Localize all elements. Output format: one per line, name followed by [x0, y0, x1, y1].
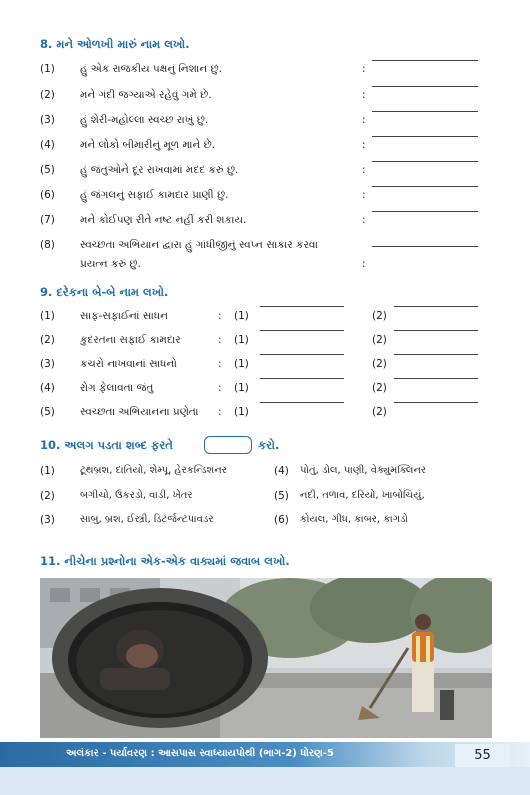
q8-5-colon: : — [362, 164, 366, 176]
q8-7-text: મને કોઈપણ રીતે નષ્ટ નહીં કરી શકાય. — [80, 214, 247, 226]
footer-book-title: અલંકાર - પર્યાવરણ : આસપાસ સ્વાધ્યાયપોથી (ભાગ-2) ધોરણ-5 — [66, 748, 334, 759]
q9-2-a-label: (1) — [234, 334, 249, 346]
section11-title: 11. નીચેના પ્રશ્નોના એક-એક વાક્યમાં જવાબ લખો. — [40, 554, 290, 568]
q8-4-answer-line[interactable] — [372, 136, 478, 137]
section8-title: 8. મને ઓળખી મારું નામ લખો. — [40, 37, 190, 51]
footer-bottom-strip — [0, 767, 530, 795]
q8-4-number: (4) — [40, 139, 55, 151]
q9-4-a-line[interactable] — [260, 378, 344, 379]
q10-3-words: સાબુ, બ્રશ, ઈસ્ત્રી, ડિટર્જન્ટપાવડર — [80, 514, 214, 525]
q9-5-colon: : — [218, 406, 222, 418]
q8-8-colon: : — [362, 258, 366, 270]
q9-2-text: કુદરતના સફાઈ કામદાર — [80, 334, 181, 346]
q9-5-text: સ્વચ્છતા અભિયાનના પ્રણેતા — [80, 406, 199, 418]
q9-3-b-label: (2) — [372, 358, 387, 370]
q9-1-b-line[interactable] — [394, 306, 478, 307]
section10-title: 10. અલગ પડતા શબ્દ ફરતે — [40, 438, 173, 452]
q9-4-number: (4) — [40, 382, 55, 394]
circle-box-icon — [204, 436, 252, 454]
q9-2-number: (2) — [40, 334, 55, 346]
q10-6-number: (6) — [274, 514, 289, 526]
q8-6-answer-line[interactable] — [372, 186, 478, 187]
q8-5-text: હું જંતુઓને દૂર રાખવામાં મદદ કરું છું. — [80, 164, 239, 176]
q9-3-a-line[interactable] — [260, 354, 344, 355]
q9-5-b-label: (2) — [372, 406, 387, 418]
q10-5-number: (5) — [274, 490, 289, 502]
q8-7-answer-line[interactable] — [372, 211, 478, 212]
q9-3-b-line[interactable] — [394, 354, 478, 355]
q9-4-b-line[interactable] — [394, 378, 478, 379]
q10-4-words: પોતું, ડોલ, પાણી, વેક્યુમક્લિનર — [300, 465, 427, 476]
q9-1-b-label: (2) — [372, 310, 387, 322]
q10-1-words: ટૂથબ્રશ, દાંતિયો, શેમ્પૂ, હેરકન્ડિશનર — [80, 465, 227, 476]
q10-5-words: નદી, તળાવ, દરિયો, ખાબોચિયું, — [300, 490, 425, 501]
q8-2-colon: : — [362, 89, 366, 101]
q8-3-colon: : — [362, 114, 366, 126]
q8-1-text: હું એક રાજકીય પક્ષનું નિશાન છું. — [80, 63, 222, 75]
q8-2-answer-line[interactable] — [372, 86, 478, 87]
q8-6-number: (6) — [40, 189, 55, 201]
q9-4-b-label: (2) — [372, 382, 387, 394]
q9-2-a-line[interactable] — [260, 330, 344, 331]
q8-1-colon: : — [362, 63, 366, 75]
q9-5-a-line[interactable] — [260, 402, 344, 403]
q9-1-colon: : — [218, 310, 222, 322]
q9-5-a-label: (1) — [234, 406, 249, 418]
q8-2-text: મને ગંદી જગ્યાએ રહેવું ગમે છે. — [80, 89, 212, 101]
q8-8-answer-line[interactable] — [372, 246, 478, 247]
q8-6-text: હું જંગલનું સફાઈ કામદાર પ્રાણી છું. — [80, 189, 229, 201]
q9-2-colon: : — [218, 334, 222, 346]
q9-1-text: સાફ-સફાઈનાં સાધન — [80, 310, 168, 322]
q9-3-a-label: (1) — [234, 358, 249, 370]
page-number: 55 — [455, 744, 510, 768]
q8-5-number: (5) — [40, 164, 55, 176]
q9-5-b-line[interactable] — [394, 402, 478, 403]
q9-2-b-line[interactable] — [394, 330, 478, 331]
q9-1-number: (1) — [40, 310, 55, 322]
q9-4-text: રોગ ફેલાવતા જંતુ — [80, 382, 154, 394]
q9-4-a-label: (1) — [234, 382, 249, 394]
q9-3-colon: : — [218, 358, 222, 370]
q10-6-words: કોયલ, ગીધ, કાબર, કાગડો — [300, 514, 409, 525]
q9-5-number: (5) — [40, 406, 55, 418]
q8-7-number: (7) — [40, 214, 55, 226]
q8-8-number: (8) — [40, 239, 55, 251]
section10-title-end: કરો. — [258, 438, 280, 452]
section9-title: 9. દરેકના બે-બે નામ લખો. — [40, 285, 169, 299]
q8-3-text: હું શેરી-મહોલ્લા સ્વચ્છ રાખું છું. — [80, 114, 209, 126]
q10-4-number: (4) — [274, 465, 289, 477]
q9-3-number: (3) — [40, 358, 55, 370]
q8-1-answer-line[interactable] — [372, 60, 478, 61]
q8-3-number: (3) — [40, 114, 55, 126]
q10-3-number: (3) — [40, 514, 55, 526]
photo-illustration — [40, 578, 492, 738]
q8-2-number: (2) — [40, 89, 55, 101]
q8-3-answer-line[interactable] — [372, 111, 478, 112]
q8-7-colon: : — [362, 214, 366, 226]
q10-2-words: બગીચો, ઉકરડો, વાડી, ખેતર — [80, 490, 193, 501]
q9-2-b-label: (2) — [372, 334, 387, 346]
q8-4-text: મને લોકો બીમારીનું મૂળ માને છે. — [80, 139, 216, 151]
q8-5-answer-line[interactable] — [372, 161, 478, 162]
q9-4-colon: : — [218, 382, 222, 394]
q9-3-text: કચરો નાખવાનાં સાધનો — [80, 358, 177, 370]
q8-8-text-line2: પ્રયત્ન કરું છું. — [80, 258, 141, 270]
q8-4-colon: : — [362, 139, 366, 151]
q9-1-a-line[interactable] — [260, 306, 344, 307]
q8-8-text: સ્વચ્છતા અભિયાન દ્વારા હું ગાંધીજીનું સ્વપ્ન સાકાર કરવા — [80, 239, 319, 251]
q10-1-number: (1) — [40, 465, 55, 477]
q10-2-number: (2) — [40, 490, 55, 502]
q8-6-colon: : — [362, 189, 366, 201]
sanitation-workers-photo — [40, 578, 492, 738]
q8-1-number: (1) — [40, 63, 55, 75]
q9-1-a-label: (1) — [234, 310, 249, 322]
